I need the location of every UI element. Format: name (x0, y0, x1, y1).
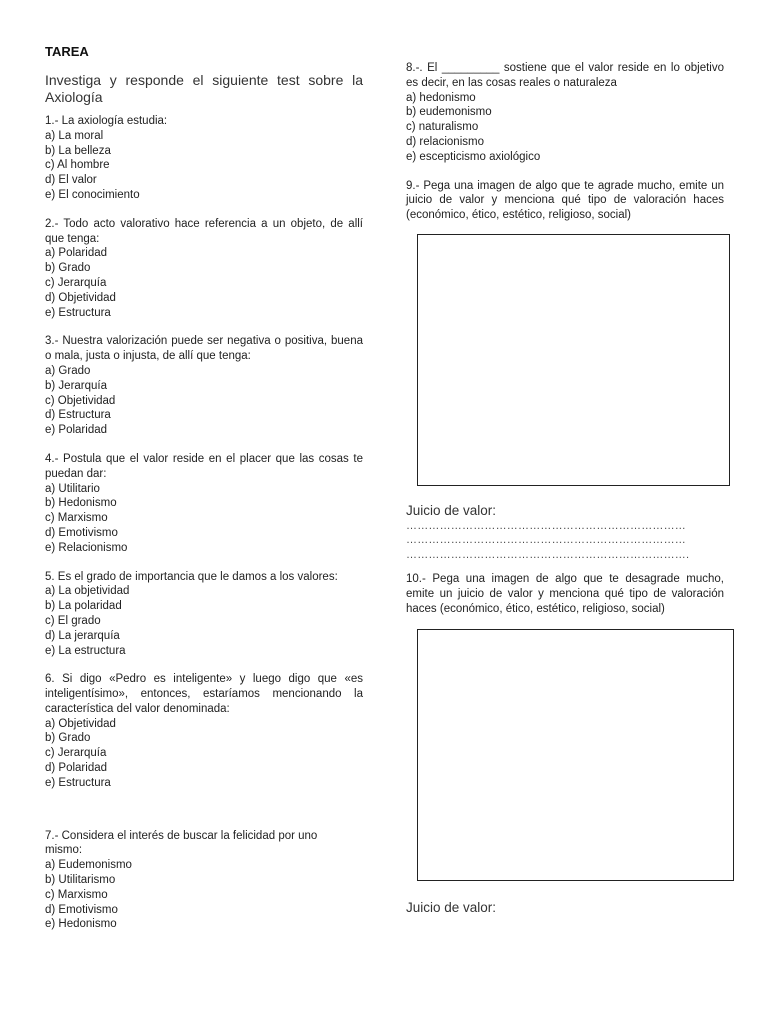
question-text: 9.- Pega una imagen de algo que te agrade mucho, emite un juicio de valor y menciona qué tipo de valoración haces (económico, ético, estético, religioso, social) (406, 179, 724, 222)
option: d) Objetividad (45, 291, 116, 304)
page-title: TAREA (45, 44, 89, 59)
option: a) Grado (45, 364, 91, 377)
option: a) Utilitario (45, 482, 100, 495)
question-1 (45, 114, 363, 203)
option: d) Emotivismo (45, 903, 118, 916)
answer-line: …………………………………………………………………. (406, 548, 690, 561)
option: e) La estructura (45, 644, 126, 657)
intro-text: Investiga y responde el siguiente test sobre la Axiología (45, 72, 363, 105)
option: b) Grado (45, 262, 91, 275)
option: e) Hedonismo (45, 918, 117, 931)
option: e) El conocimiento (45, 188, 140, 201)
question-9 (406, 179, 724, 223)
question-text: 5. Es el grado de importancia que le damos a los valores: (45, 570, 338, 583)
image-placeholder-box (417, 234, 730, 486)
option: c) naturalismo (406, 121, 479, 134)
option: a) Polaridad (45, 247, 108, 260)
answer-line: ………………………………………………………………… (406, 534, 686, 547)
option: b) eudemonismo (406, 106, 492, 119)
option: d) La jerarquía (45, 629, 120, 642)
question-text: 10.- Pega una imagen de algo que te desagrade mucho, emite un juicio de valor y menciona qué tipo de valoración haces (económico, ético, estético, religioso, social) (406, 573, 724, 616)
question-8 (406, 61, 724, 165)
option: d) Estructura (45, 409, 111, 422)
option: c) Jerarquía (45, 747, 107, 760)
image-placeholder-box (417, 629, 734, 881)
juicio-de-valor-label: Juicio de valor: (406, 502, 497, 518)
option: d) relacionismo (406, 135, 484, 148)
juicio-de-valor-label: Juicio de valor: (406, 899, 497, 915)
option: b) Hedonismo (45, 497, 117, 510)
option: d) Polaridad (45, 762, 108, 775)
question-text: 6. Si digo «Pedro es inteligente» y luego digo que «es inteligentísimo», entonces, estaríamos mencionando la característica del valor denominada: (45, 673, 363, 715)
option: c) Objetividad (45, 394, 116, 407)
question-5 (45, 570, 363, 659)
option: d) El valor (45, 174, 97, 187)
option: d) Emotivismo (45, 526, 118, 539)
option: a) La moral (45, 129, 104, 142)
question-10 (406, 572, 724, 616)
option: b) Jerarquía (45, 379, 108, 392)
option: b) Grado (45, 732, 91, 745)
question-2 (45, 217, 363, 321)
question-text: 3.- Nuestra valorización puede ser negativa o positiva, buena o mala, justa o injusta, de allí que tenga: (45, 335, 363, 363)
option: a) La objetividad (45, 585, 130, 598)
option: a) Objetividad (45, 717, 116, 730)
question-3 (45, 334, 363, 438)
option: b) La polaridad (45, 600, 122, 613)
option: c) Marxismo (45, 888, 108, 901)
question-text: 1.- La axiología estudia: (45, 115, 168, 127)
question-6 (45, 672, 363, 790)
option: e) Estructura (45, 776, 111, 789)
option: e) Estructura (45, 306, 111, 319)
option: e) escepticismo axiológico (406, 150, 541, 163)
left-column (45, 44, 363, 946)
right-column (406, 61, 724, 916)
option: c) Jerarquía (45, 276, 107, 289)
option: e) Polaridad (45, 424, 108, 437)
question-text: 2.- Todo acto valorativo hace referencia a un objeto, de allí que tenga: (45, 217, 363, 245)
question-7 (45, 829, 363, 933)
question-text: 8.-. El _________ sostiene que el valor reside en lo objetivo es decir, en las cosas reales o naturaleza (406, 62, 724, 89)
question-text: 7.- Considera el interés de buscar la felicidad por uno mismo: (45, 829, 318, 857)
option: e) Relacionismo (45, 541, 128, 554)
option: c) El grado (45, 614, 101, 627)
question-text: 4.- Postula que el valor reside en el placer que las cosas te puedan dar: (45, 452, 363, 480)
option: a) Eudemonismo (45, 859, 132, 872)
option: a) hedonismo (406, 91, 476, 104)
option: b) La belleza (45, 144, 111, 157)
option: c) Al hombre (45, 159, 110, 172)
answer-line: ………………………………………………………………… (406, 519, 686, 532)
question-4 (45, 452, 363, 556)
option: c) Marxismo (45, 512, 108, 525)
option: b) Utilitarismo (45, 874, 116, 887)
